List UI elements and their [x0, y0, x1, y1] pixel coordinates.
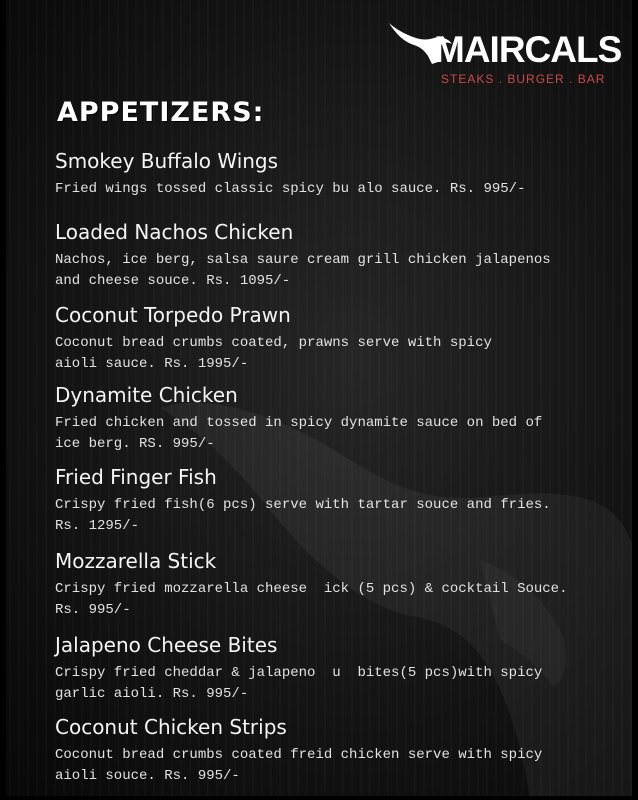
menu-item-name: Fried Finger Fish: [55, 465, 217, 489]
menu-item: [55, 548, 615, 621]
menu-item-description: Coconut bread crumbs coated freid chicken serve with spicy aioli souce. Rs. 995/-: [55, 747, 543, 784]
menu-item-name: Loaded Nachos Chicken: [55, 220, 294, 244]
section-heading: APPETIZERS:: [57, 97, 265, 128]
menu-item-name: Coconut Torpedo Prawn: [55, 303, 291, 327]
frame-left-border: [0, 0, 6, 800]
menu-item: [55, 148, 615, 200]
menu-item-description: Nachos, ice berg, salsa saure cream grill chicken jalapenos and cheese souce. Rs. 1095/-: [55, 252, 551, 289]
menu-item-description: Fried chicken and tossed in spicy dynamite sauce on bed of ice berg. RS. 995/-: [55, 415, 543, 452]
menu-item: [55, 464, 615, 537]
frame-bottom-border: [0, 796, 638, 800]
menu-item-name: Jalapeno Cheese Bites: [55, 633, 278, 657]
menu-item-name: Dynamite Chicken: [55, 383, 238, 407]
menu-item: [55, 632, 615, 705]
menu-item-name: Mozzarella Stick: [55, 549, 217, 573]
menu-item-description: Fried wings tossed classic spicy bu alo sauce. Rs. 995/-: [55, 181, 526, 197]
menu-item-description: Crispy fried cheddar & jalapeno u bites(5 pcs)with spicy garlic aioli. Rs. 995/-: [55, 665, 543, 702]
menu-item: [55, 382, 615, 455]
menu-item: [55, 302, 615, 375]
logo-wordmark: MAIRCALS: [434, 29, 622, 70]
menu-item: [55, 219, 615, 292]
logo-tagline: STEAKS . BURGER . BAR: [441, 72, 606, 86]
menu-item-name: Smokey Buffalo Wings: [55, 149, 279, 173]
menu-item-description: Crispy fried mozzarella cheese ick (5 pcs) & cocktail Souce. Rs. 995/-: [55, 581, 568, 618]
frame-right-border: [632, 0, 638, 800]
menu-item-description: Crispy fried fish(6 pcs) serve with tartar souce and fries. Rs. 1295/-: [55, 497, 551, 534]
menu-item: [55, 714, 615, 787]
restaurant-logo: [388, 20, 622, 92]
menu-item-description: Coconut bread crumbs coated, prawns serve with spicy aioli sauce. Rs. 1995/-: [55, 335, 492, 372]
menu-item-name: Coconut Chicken Strips: [55, 715, 287, 739]
